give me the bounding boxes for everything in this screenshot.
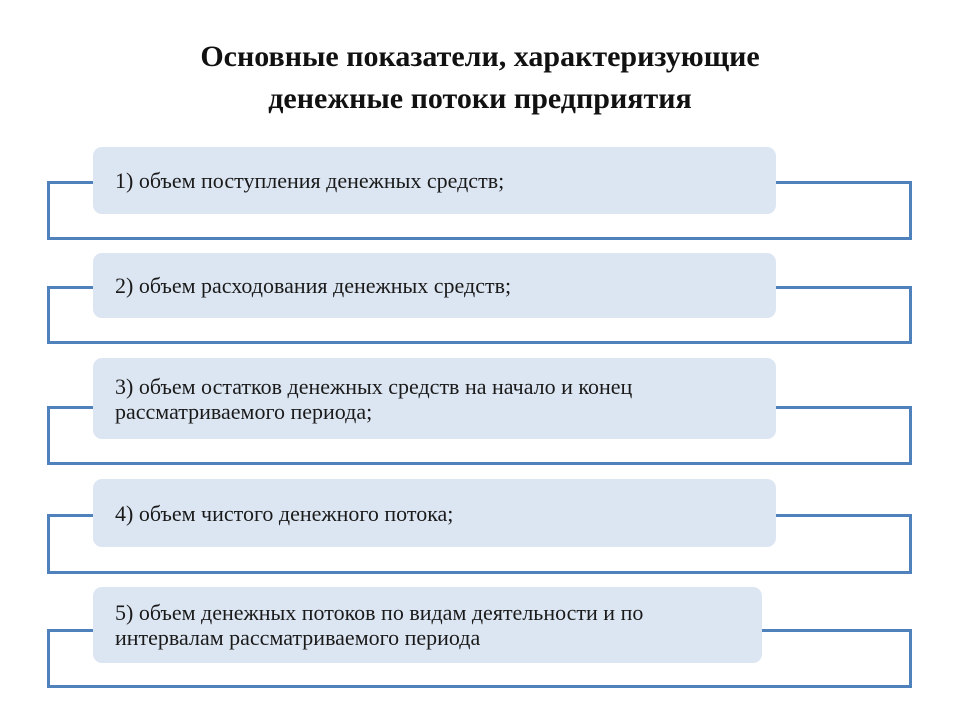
bracket-3-top-left	[47, 406, 93, 409]
list-item-1	[93, 147, 776, 214]
bracket-1-top-right	[774, 181, 912, 184]
list-item-2	[93, 253, 776, 318]
list-item-4	[93, 479, 776, 547]
bracket-1-top-left	[47, 181, 93, 184]
title-line-1: Основные показатели, характеризующие	[200, 40, 760, 73]
bracket-4-top-right	[774, 514, 912, 517]
bracket-2-top-right	[774, 286, 912, 289]
list-item-3	[93, 358, 776, 439]
page-title	[0, 36, 960, 120]
bracket-2-top-left	[47, 286, 93, 289]
bracket-5-top-left	[47, 629, 93, 632]
bracket-4-top-left	[47, 514, 93, 517]
list-item-1-text: 1) объем поступления денежных средств;	[115, 168, 505, 193]
list-item-4-text: 4) объем чистого денежного потока;	[115, 500, 454, 526]
bracket-5-top-right	[760, 629, 912, 632]
list-item-5-text: 5) объем денежных потоков по видам деятельности и по интервалам рассматриваемого периода	[115, 600, 644, 650]
title-line-2: денежные потоки предприятия	[268, 82, 692, 115]
list-item-3-text: 3) объем остатков денежных средств на начало и конец рассматриваемого периода;	[115, 373, 633, 424]
list-item-5	[93, 587, 762, 663]
list-item-2-text: 2) объем расходования денежных средств;	[115, 273, 512, 298]
bracket-3-top-right	[774, 406, 912, 409]
